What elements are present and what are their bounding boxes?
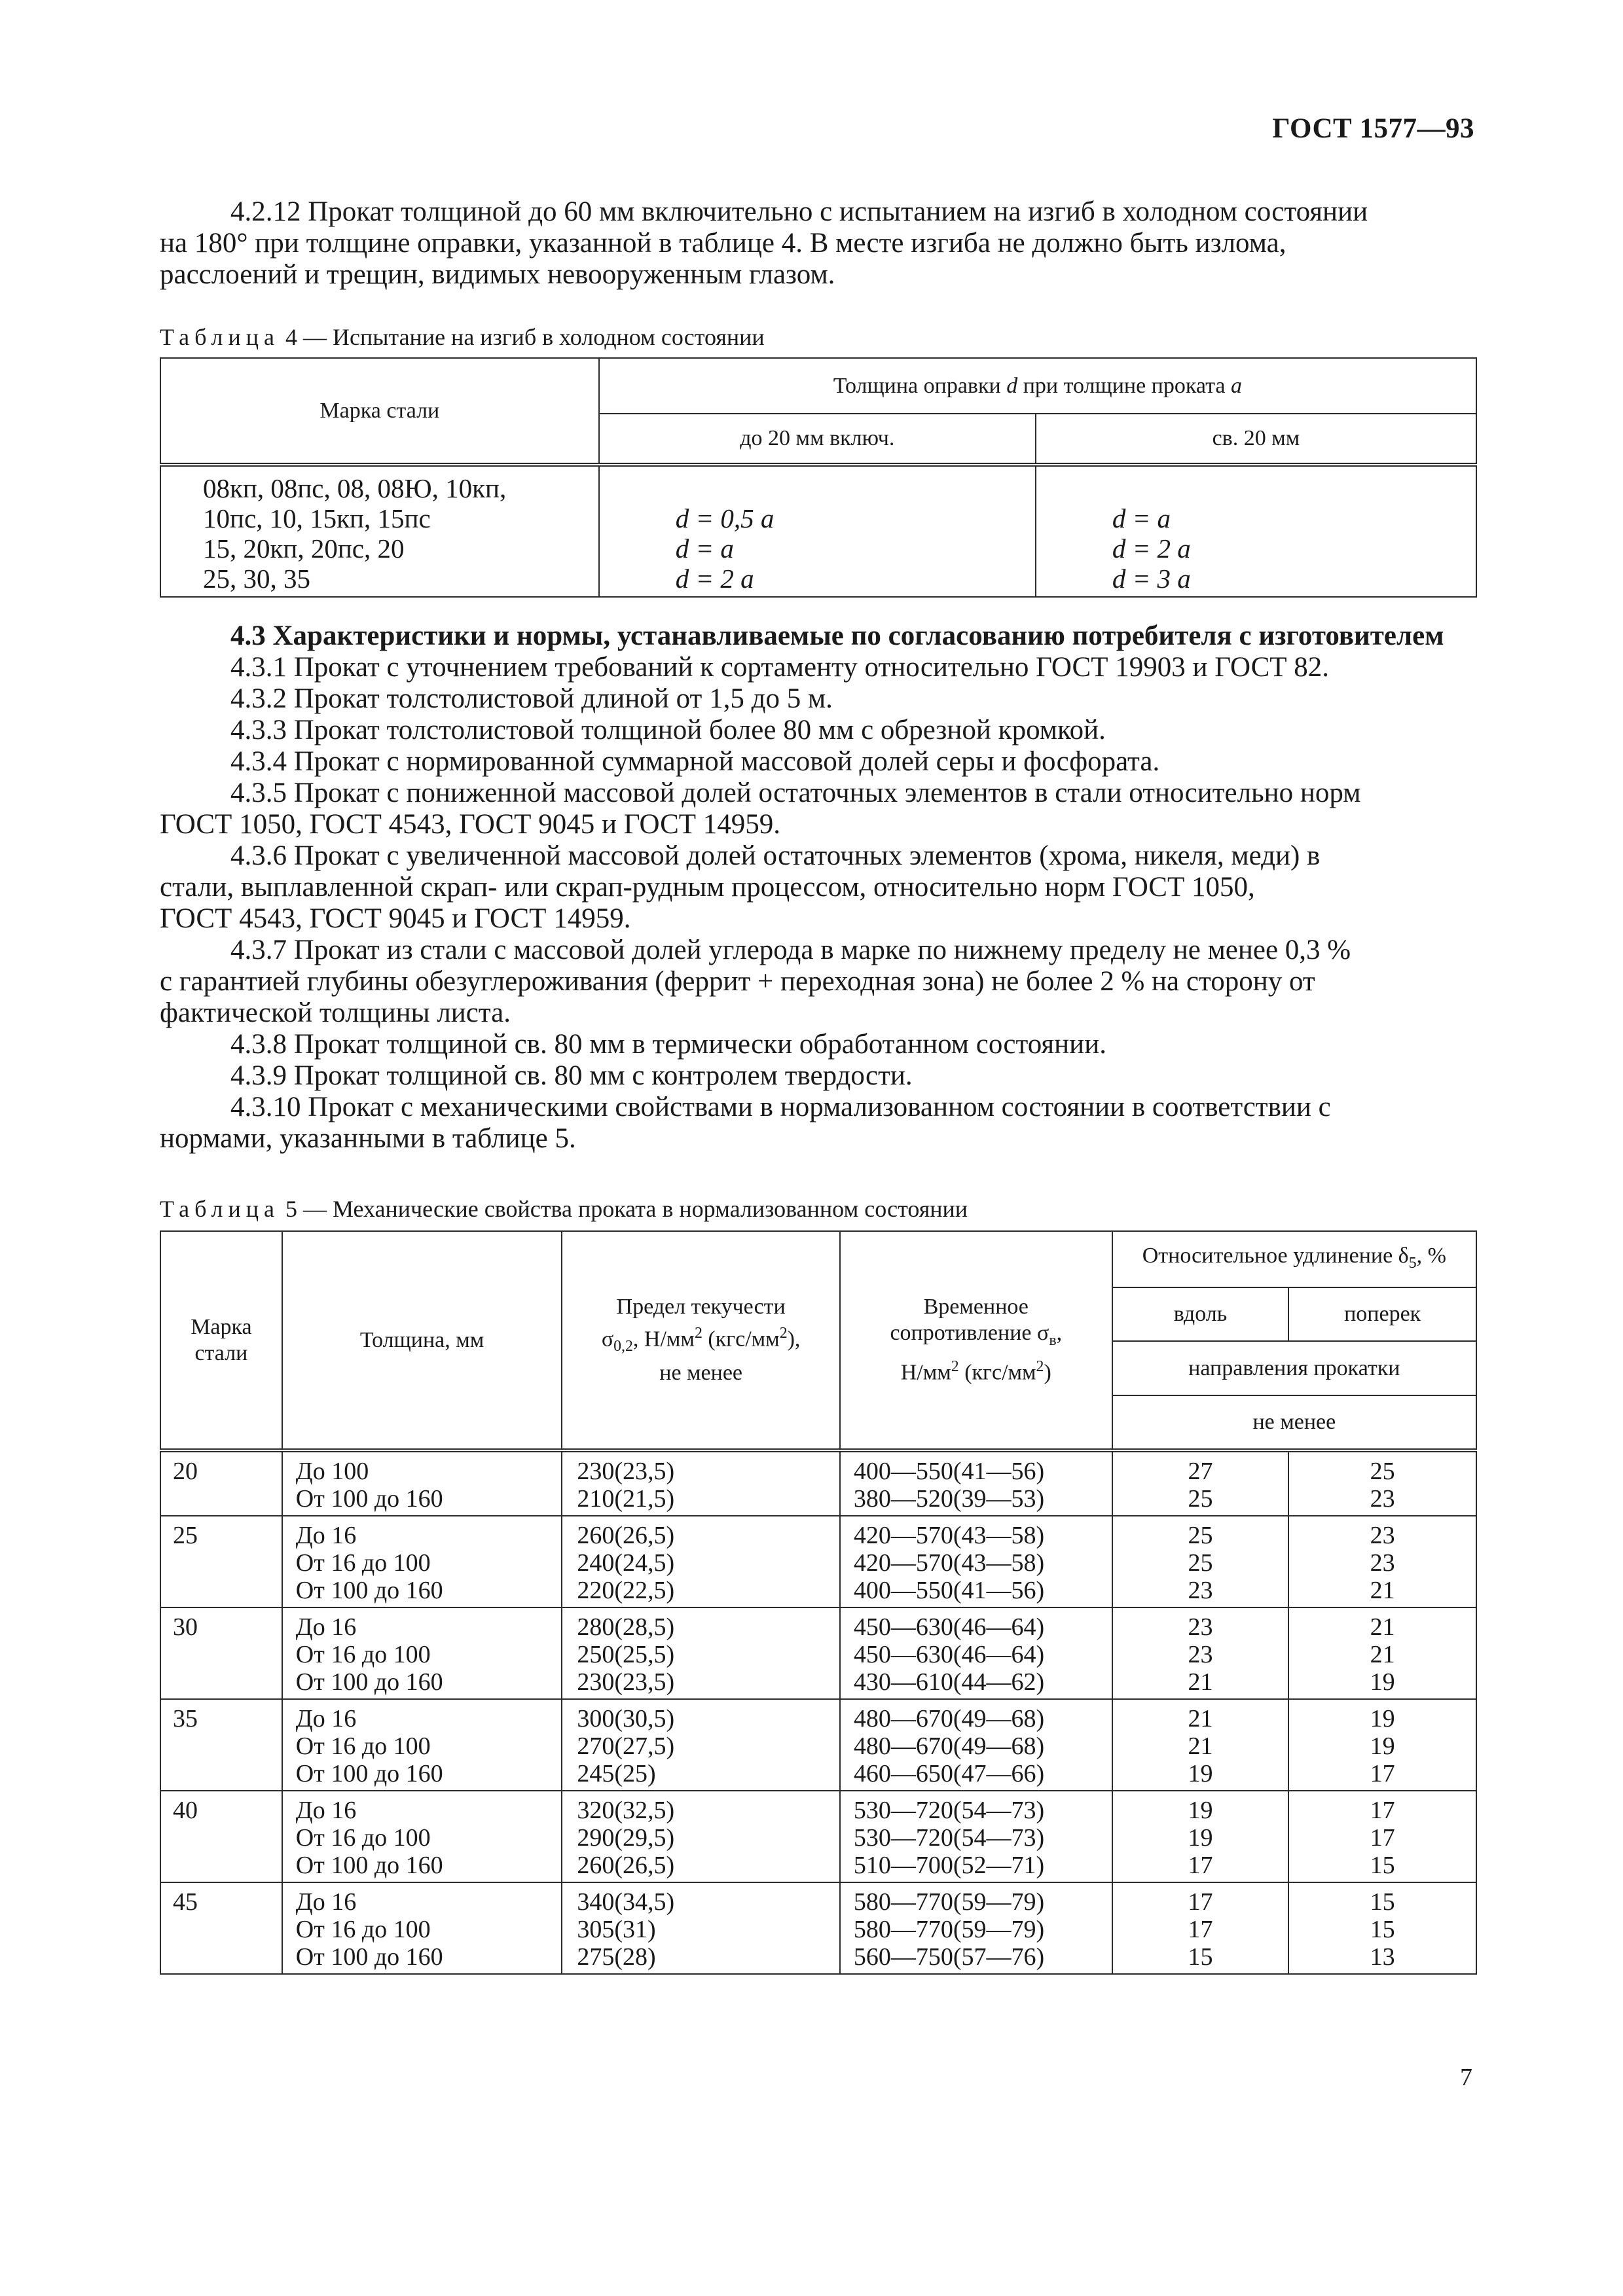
yield-cell-line: 300(30,5) <box>577 1705 675 1732</box>
para-4-2-12-line-1: 4.2.12 Прокат толщиной до 60 мм включительно с испытанием на изгиб в холодном состоянии <box>230 196 1368 227</box>
thickness-cell-line: От 100 до 160 <box>295 1852 443 1879</box>
table4-grade-line: 15, 20кп, 20пс, 20 <box>203 533 405 564</box>
yield-cell <box>562 1607 839 1699</box>
elong-along-cell-line: 15 <box>1188 1943 1213 1971</box>
section-4-3-line: нормами, указанными в таблице 5. <box>160 1123 576 1154</box>
table5-caption-word: Таблица <box>160 1196 280 1222</box>
yield-cell-line: 270(27,5) <box>577 1732 675 1760</box>
thickness-cell <box>282 1607 562 1699</box>
elong-along-cell-line: 21 <box>1188 1705 1213 1732</box>
elong-across-cell-line: 21 <box>1370 1613 1395 1641</box>
section-4-3-line: стали, выплавленной скрап- или скрап-рудным процессом, относительно норм ГОСТ 1050, <box>160 872 1255 903</box>
table4-header-over20: св. 20 мм <box>1036 414 1476 465</box>
table5-caption-text: 5 — Механические свойства проката в нормализованном состоянии <box>285 1196 968 1222</box>
table4-over20-value: d = 3 a <box>1112 564 1191 594</box>
table4-grade-line: 10пс, 10, 15кп, 15пс <box>203 503 431 533</box>
section-4-3-line: 4.3.9 Прокат толщиной св. 80 мм с контролем твердости. <box>230 1060 913 1091</box>
tensile-cell <box>840 1516 1112 1607</box>
yield-cell-line: 290(29,5) <box>577 1824 675 1852</box>
thickness-cell-line: От 100 до 160 <box>295 1485 443 1513</box>
tensile-cell-line: 460—650(47—66) <box>853 1760 1045 1787</box>
tensile-cell-line: 560—750(57—76) <box>853 1943 1045 1971</box>
tensile-cell-line: 420—570(43—58) <box>853 1522 1045 1549</box>
thickness-cell <box>282 1882 562 1974</box>
tensile-cell-line: 420—570(43—58) <box>853 1549 1045 1577</box>
elong-across-cell-line: 19 <box>1370 1732 1395 1760</box>
elong-across-cell-line: 19 <box>1370 1705 1395 1732</box>
section-4-3-line: ГОСТ 4543, ГОСТ 9045 и ГОСТ 14959. <box>160 903 631 934</box>
thickness-cell <box>282 1516 562 1607</box>
section-4-3-line: 4.3.3 Прокат толстолистовой толщиной более 80 мм с обрезной кромкой. <box>230 715 1106 745</box>
elong-along-cell-line: 25 <box>1188 1522 1213 1549</box>
grade-cell: 45 <box>160 1882 282 1974</box>
section-4-3-line: 4.3.8 Прокат толщиной св. 80 мм в термически обработанном состоянии. <box>230 1029 1106 1060</box>
yield-cell-line: 210(21,5) <box>577 1485 675 1513</box>
table4-header-group <box>599 358 1476 414</box>
table4-grades-cell <box>160 465 599 597</box>
tensile-cell <box>840 1607 1112 1699</box>
elong-across-cell-line: 13 <box>1370 1943 1395 1971</box>
yield-cell-line: 220(22,5) <box>577 1577 675 1604</box>
yield-cell-line: 260(26,5) <box>577 1522 675 1549</box>
table4-over20-value: d = a <box>1112 503 1171 533</box>
para-4-2-12-line-3: расслоений и трещин, видимых невооруженным глазом. <box>160 259 835 290</box>
table4-over20-cell <box>1036 465 1476 597</box>
yield-cell-line: 245(25) <box>577 1760 656 1787</box>
yield-cell-line: 305(31) <box>577 1916 656 1943</box>
thickness-cell-line: От 16 до 100 <box>295 1641 431 1668</box>
yield-cell-line: 260(26,5) <box>577 1852 675 1879</box>
grade-cell: 20 <box>160 1450 282 1516</box>
table5-header-along: вдоль <box>1112 1287 1289 1341</box>
tensile-cell <box>840 1699 1112 1791</box>
thickness-cell-line: До 16 <box>295 1797 357 1824</box>
table4-upto20-value <box>676 473 1035 503</box>
thickness-cell-line: От 16 до 100 <box>295 1549 431 1577</box>
tensile-cell-line: 430—610(44—62) <box>853 1668 1045 1696</box>
elong-across-cell <box>1288 1699 1476 1791</box>
grade-cell: 30 <box>160 1607 282 1699</box>
yield-cell-line: 280(28,5) <box>577 1613 675 1641</box>
table-row <box>160 1607 1476 1699</box>
table4-grade-line: 08кп, 08пс, 08, 08Ю, 10кп, <box>203 473 507 503</box>
section-4-3-title: 4.3 Характеристики и нормы, устанавливаемые по согласованию потребителя с изготовителем <box>230 620 1444 651</box>
thickness-cell-line: От 16 до 100 <box>295 1732 431 1760</box>
elong-across-cell-line: 15 <box>1370 1888 1395 1916</box>
yield-cell <box>562 1882 839 1974</box>
thickness-cell <box>282 1699 562 1791</box>
table4-caption-word: Таблица <box>160 324 280 350</box>
document-header: ГОСТ 1577—93 <box>1272 113 1474 144</box>
elong-across-cell-line: 15 <box>1370 1916 1395 1943</box>
section-4-3-line: 4.3.4 Прокат с нормированной суммарной массовой долей серы и фосфората. <box>230 746 1160 777</box>
elong-along-cell-line: 21 <box>1188 1732 1213 1760</box>
elong-along-cell <box>1112 1516 1289 1607</box>
grade-cell: 40 <box>160 1791 282 1882</box>
yield-cell-line: 250(25,5) <box>577 1641 675 1668</box>
elong-along-cell-line: 27 <box>1188 1458 1213 1485</box>
tensile-cell <box>840 1450 1112 1516</box>
elong-across-cell-line: 17 <box>1370 1797 1395 1824</box>
table-row <box>160 1791 1476 1882</box>
elong-along-cell-line: 19 <box>1188 1824 1213 1852</box>
thickness-cell-line: До 16 <box>295 1888 357 1916</box>
elong-along-cell <box>1112 1699 1289 1791</box>
table-5 <box>160 1230 1477 1975</box>
elong-along-cell-line: 25 <box>1188 1549 1213 1577</box>
thickness-cell-line: До 16 <box>295 1705 357 1732</box>
elong-along-cell <box>1112 1450 1289 1516</box>
elong-across-cell-line: 23 <box>1370 1522 1395 1549</box>
section-4-3-line: 4.3.7 Прокат из стали с массовой долей углерода в марке по нижнему пределу не менее 0,3 % <box>230 935 1351 965</box>
tensile-cell <box>840 1882 1112 1974</box>
table5-header-across: поперек <box>1288 1287 1476 1341</box>
table5-body <box>160 1450 1476 1974</box>
elong-across-cell-line: 17 <box>1370 1824 1395 1852</box>
elong-along-cell-line: 23 <box>1188 1577 1213 1604</box>
thickness-cell-line: До 16 <box>295 1613 357 1641</box>
table-4 <box>160 357 1477 598</box>
tensile-cell-line: 450—630(46—64) <box>853 1613 1045 1641</box>
table4-upto20-value: d = 0,5 a <box>675 503 775 533</box>
grade-cell: 25 <box>160 1516 282 1607</box>
elong-along-cell-line: 21 <box>1188 1668 1213 1696</box>
elong-along-cell-line: 17 <box>1188 1852 1213 1879</box>
section-4-3-line: с гарантией глубины обезуглероживания (феррит + переходная зона) не более 2 % на сторону от <box>160 966 1315 997</box>
table4-upto20-value: d = 2 a <box>675 564 754 594</box>
section-4-3-line: фактической толщины листа. <box>160 997 511 1028</box>
elong-along-cell-line: 23 <box>1188 1641 1213 1668</box>
tensile-cell-line: 450—630(46—64) <box>853 1641 1045 1668</box>
table-row <box>160 1516 1476 1607</box>
elong-along-cell <box>1112 1882 1289 1974</box>
table4-over20-value: d = 2 a <box>1112 533 1191 564</box>
tensile-cell-line: 580—770(59—79) <box>853 1888 1045 1916</box>
elong-along-cell-line: 19 <box>1188 1760 1213 1787</box>
table5-header-elongation: Относительное удлинение $\delta_5$, % <box>1112 1231 1476 1287</box>
tensile-cell-line: 510—700(52—71) <box>853 1852 1045 1879</box>
table5-header-min: не менее <box>1112 1395 1476 1450</box>
tensile-cell-line: 480—670(49—68) <box>853 1732 1045 1760</box>
tensile-cell-line: 380—520(39—53) <box>853 1485 1045 1513</box>
section-4-3-line: 4.3.5 Прокат с пониженной массовой долей остаточных элементов в стали относительно норм <box>230 778 1361 808</box>
elong-across-cell-line: 19 <box>1370 1668 1395 1696</box>
elong-across-cell-line: 25 <box>1370 1458 1395 1485</box>
section-4-3-line: 4.3.10 Прокат с механическими свойствами в нормализованном состоянии в соответствии с <box>230 1092 1331 1122</box>
tensile-cell-line: 530—720(54—73) <box>853 1797 1045 1824</box>
grade-cell: 35 <box>160 1699 282 1791</box>
elong-across-cell <box>1288 1450 1476 1516</box>
table4-header-upto20: до 20 мм включ. <box>599 414 1036 465</box>
yield-cell-line: 340(34,5) <box>577 1888 675 1916</box>
thickness-cell <box>282 1450 562 1516</box>
page-number: 7 <box>1460 2064 1472 2091</box>
yield-cell <box>562 1791 839 1882</box>
table5-header-grade: Марка стали <box>160 1231 282 1450</box>
elong-across-cell-line: 21 <box>1370 1641 1395 1668</box>
table5-header-tensile: Временное сопротивление $\sigma_в$, $Н/мм^2$ $(кгс/мм^2)$ <box>840 1231 1112 1450</box>
thickness-cell-line: До 16 <box>295 1522 357 1549</box>
elong-across-cell <box>1288 1607 1476 1699</box>
table5-caption <box>160 1195 968 1223</box>
elong-across-cell <box>1288 1516 1476 1607</box>
table5-header-direction: направления прокатки <box>1112 1341 1476 1395</box>
table4-caption-text: 4 — Испытание на изгиб в холодном состоянии <box>285 324 765 350</box>
yield-cell-line: 230(23,5) <box>577 1458 675 1485</box>
elong-across-cell-line: 23 <box>1370 1549 1395 1577</box>
para-4-2-12-line-2: на 180° при толщине оправки, указанной в таблице 4. В месте изгиба не должно быть излома, <box>160 228 1286 259</box>
table5-header-thickness: Толщина, мм <box>282 1231 562 1450</box>
thickness-cell-line: От 100 до 160 <box>295 1577 443 1604</box>
elong-across-cell-line: 17 <box>1370 1760 1395 1787</box>
table4-header-grade: Марка стали <box>160 358 599 465</box>
tensile-cell-line: 400—550(41—56) <box>853 1458 1045 1485</box>
section-4-3-line: ГОСТ 1050, ГОСТ 4543, ГОСТ 9045 и ГОСТ 14959. <box>160 809 781 840</box>
elong-along-cell <box>1112 1791 1289 1882</box>
elong-across-cell <box>1288 1791 1476 1882</box>
elong-across-cell-line: 15 <box>1370 1852 1395 1879</box>
section-4-3-line: 4.3.1 Прокат с уточнением требований к сортаменту относительно ГОСТ 19903 и ГОСТ 82. <box>230 652 1330 683</box>
elong-along-cell <box>1112 1607 1289 1699</box>
thickness-cell-line: До 100 <box>295 1458 369 1485</box>
yield-cell-line: 230(23,5) <box>577 1668 675 1696</box>
tensile-cell-line: 580—770(59—79) <box>853 1916 1045 1943</box>
yield-cell-line: 320(32,5) <box>577 1797 675 1824</box>
elong-along-cell-line: 23 <box>1188 1613 1213 1641</box>
thickness-cell-line: От 100 до 160 <box>295 1760 443 1787</box>
tensile-cell-line: 480—670(49—68) <box>853 1705 1045 1732</box>
elong-along-cell-line: 19 <box>1188 1797 1213 1824</box>
table4-header-group-text: Толщина оправки d при толщине проката a <box>833 373 1242 398</box>
elong-across-cell-line: 21 <box>1370 1577 1395 1604</box>
table4-over20-value <box>1112 473 1476 503</box>
tensile-cell-line: 400—550(41—56) <box>853 1577 1045 1604</box>
tensile-cell <box>840 1791 1112 1882</box>
table5-header-yield: Предел текучести $\sigma_{0,2}$, $Н/мм^2$ $(кгс/мм^2)$, не менее <box>562 1231 839 1450</box>
elong-along-cell-line: 17 <box>1188 1916 1213 1943</box>
table4-upto20-cell <box>599 465 1036 597</box>
thickness-cell-line: От 100 до 160 <box>295 1943 443 1971</box>
elong-along-cell-line: 17 <box>1188 1888 1213 1916</box>
yield-cell-line: 240(24,5) <box>577 1549 675 1577</box>
yield-cell <box>562 1516 839 1607</box>
thickness-cell-line: От 16 до 100 <box>295 1916 431 1943</box>
table-row <box>160 1882 1476 1974</box>
tensile-cell-line: 530—720(54—73) <box>853 1824 1045 1852</box>
table4-upto20-value: d = a <box>675 533 734 564</box>
yield-cell <box>562 1699 839 1791</box>
table-row <box>160 1450 1476 1516</box>
thickness-cell <box>282 1791 562 1882</box>
elong-across-cell-line: 23 <box>1370 1485 1395 1513</box>
table-row <box>160 1699 1476 1791</box>
thickness-cell-line: От 16 до 100 <box>295 1824 431 1852</box>
table4-grade-line: 25, 30, 35 <box>203 564 310 594</box>
thickness-cell-line: От 100 до 160 <box>295 1668 443 1696</box>
elong-across-cell <box>1288 1882 1476 1974</box>
section-4-3-line: 4.3.2 Прокат толстолистовой длиной от 1,5 до 5 м. <box>230 683 833 714</box>
yield-cell <box>562 1450 839 1516</box>
section-4-3-line: 4.3.6 Прокат с увеличенной массовой долей остаточных элементов (хрома, никеля, меди) в <box>230 840 1321 871</box>
yield-cell-line: 275(28) <box>577 1943 656 1971</box>
table4-caption <box>160 323 765 351</box>
elong-along-cell-line: 25 <box>1188 1485 1213 1513</box>
